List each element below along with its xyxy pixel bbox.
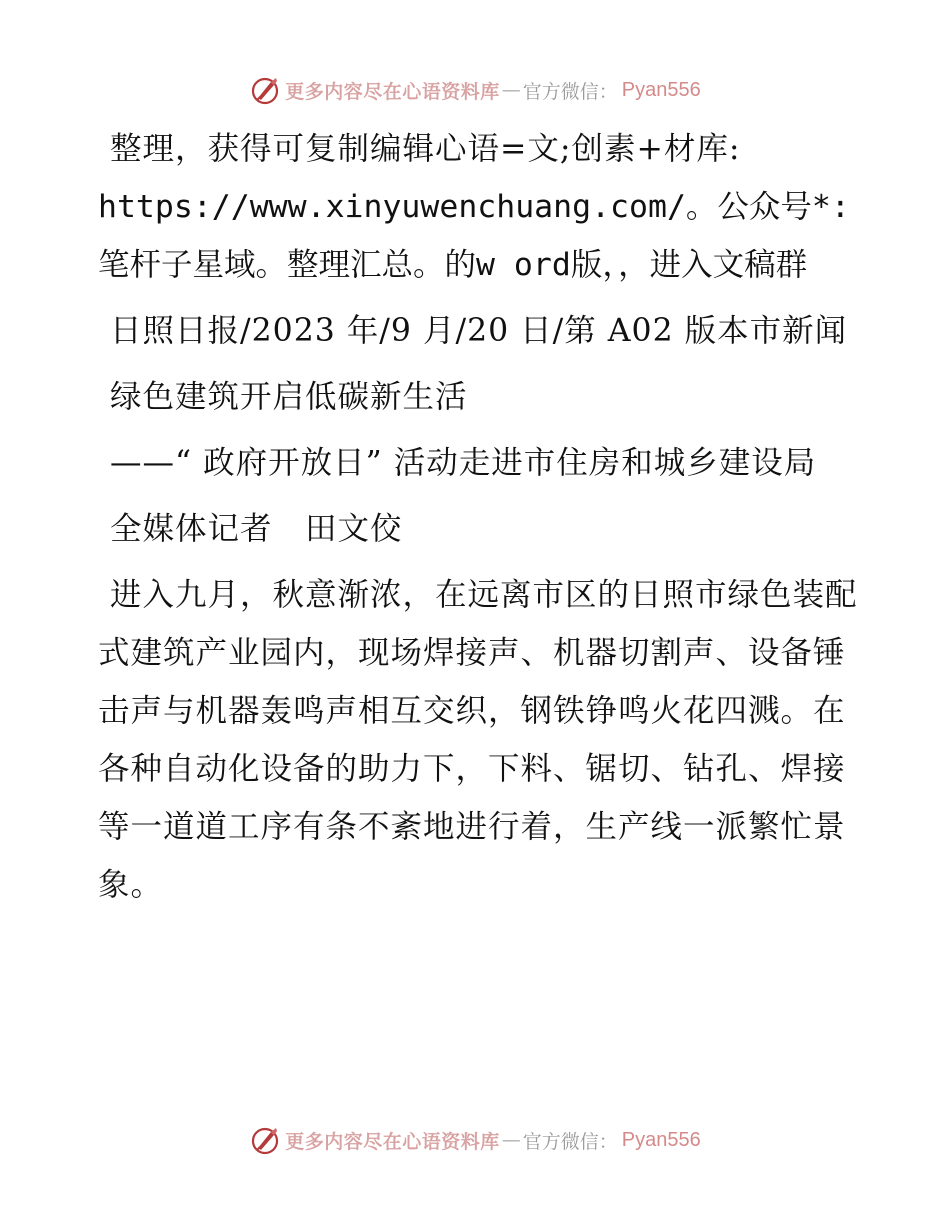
watermark-id: Pyan556: [621, 78, 701, 101]
article-byline: 全媒体记者 田文佼: [110, 511, 403, 547]
source-url-notice: https://www.xinyuwenchuang.com/。公众号*: 笔杆子星域。整理汇总。的w ord版，，进入文稿群: [98, 189, 850, 283]
watermark-brand: 更多内容尽在心语资料库: [285, 80, 500, 103]
footer-watermark: [0, 1120, 950, 1160]
watermark-brand: 更多内容尽在心语资料库: [285, 1130, 500, 1153]
quill-pen-logo-icon: [249, 1124, 281, 1156]
article-paragraph: 进入九月，秋意渐浓，在远离市区的日照市绿色装配式建筑产业园内，现场焊接声、机器切割声、设备锤击声与机器轰鸣声相互交织，钢铁铮鸣火花四溅。在各种自动化设备的助力下，下料、锯切、钻孔、焊接等一道道工序有条不紊地进行着，生产线一派繁忙景象。: [98, 577, 858, 903]
watermark-id: Pyan556: [621, 1128, 701, 1151]
watermark-label: 官方微信：: [522, 1130, 618, 1153]
document-body: [98, 120, 858, 922]
header-watermark: [0, 70, 950, 110]
publication-source: 日照日报/2023 年/9 月/20 日/第 A02 版本市新闻: [110, 313, 848, 349]
watermark-dash: —: [501, 1129, 521, 1151]
intro-line: 整理，获得可复制编辑心语=文;创素+材库:: [110, 131, 741, 167]
quill-pen-logo-icon: [249, 74, 281, 106]
article-title: 绿色建筑开启低碳新生活: [110, 379, 468, 415]
article-subtitle: ——“ 政府开放日” 活动走进市住房和城乡建设局: [110, 445, 817, 481]
watermark-label: 官方微信：: [522, 80, 618, 103]
watermark-dash: —: [501, 79, 521, 101]
